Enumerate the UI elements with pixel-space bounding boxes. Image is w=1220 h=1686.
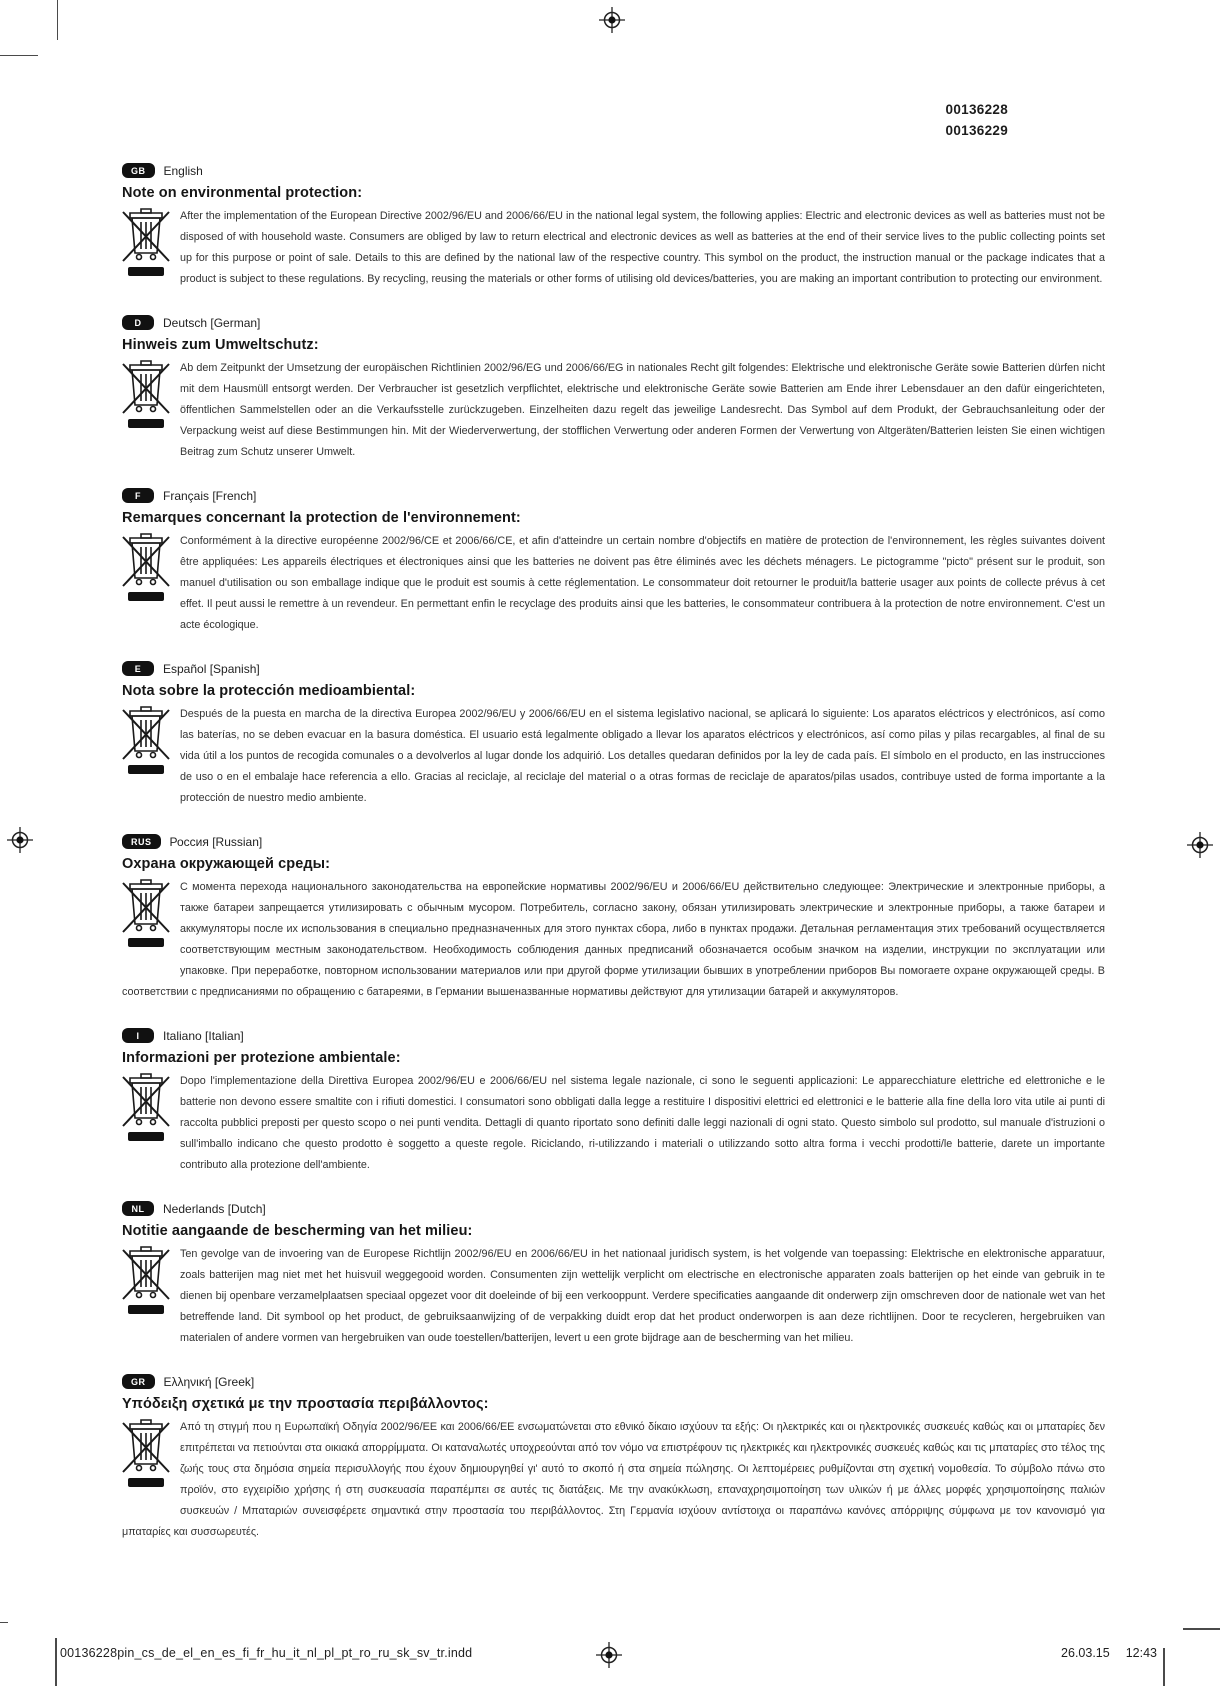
section-paragraph: Dopo l'implementazione della Direttiva Europea 2002/96/EU e 2006/66/EU nel sistema legale nazionale, ci sono le seguenti applicazioni: Le apparecchiature elettriche ed elettroniche e le batterie non devono essere smaltite con i rifiuti domestici. I consumatori sono obbligati dalla legge a restituire I dispositivi elettrici ed elettronici e le batterie alla fine della loro vita utile ai punti di raccolta pubblici preposti per questo scopo o nei punti vendita. Dettagli di quanto riportato sono definiti dalle leggi nazionali di ogni stato. Questo simbolo sul prodotto, sul manuale d'istruzioni o sull'imballo indicano che questo prodotto è soggetto a queste regole. Riciclando, ri-utilizzando i materiali o utilizzando sotto altra forma i vecchi prodotti/le batterie, darete un importante contributo alla protezione dell'ambiente. <box>180 1075 1105 1171</box>
registration-mark-icon <box>596 1642 622 1668</box>
section-body <box>122 358 1105 463</box>
crop-mark <box>1183 1628 1220 1630</box>
weee-crossed-bin-icon <box>122 877 170 978</box>
content-column <box>122 163 1105 1568</box>
crop-mark <box>0 1622 8 1623</box>
language-badge-row <box>122 1374 1105 1389</box>
section-russian <box>122 834 1105 1003</box>
section-heading: Remarques concernant la protection de l'environnement: <box>122 510 521 526</box>
country-code-badge: NL <box>122 1201 154 1216</box>
country-code-badge: GB <box>122 163 155 178</box>
footer-time: 12:43 <box>1125 1646 1157 1660</box>
section-dutch <box>122 1201 1105 1349</box>
registration-mark-icon <box>1187 832 1213 858</box>
section-heading: Υπόδειξη σχετικά με την προστασία περιβάλλοντος: <box>122 1396 489 1412</box>
language-badge-row <box>122 488 1105 503</box>
weee-crossed-bin-icon <box>122 1244 170 1345</box>
section-heading: Informazioni per protezione ambientale: <box>122 1050 401 1066</box>
product-number: 00136229 <box>945 122 1008 138</box>
weee-crossed-bin-icon <box>122 531 180 636</box>
section-italian <box>122 1028 1105 1176</box>
language-label: Français [French] <box>163 488 257 503</box>
crop-mark <box>0 55 38 56</box>
section-paragraph: Después de la puesta en marcha de la directiva Europea 2002/96/EU y 2006/66/EU en el sistema legislativo nacional, se aplicará lo siguiente: Los aparatos eléctricos y electrónicos, así como las baterías, no se deben evacuar en la basura doméstica. El usuario está legalmente obligado a llevar los aparatos eléctricos y electrónicos, así como pilas y pilas recargables, al final de su vida útil a los puntos de recogida comunales o a devolverlos al lugar donde los adquirió. Los detalles quedaran definidos por la ley de cada país. El símbolo en el producto, en las instrucciones de uso o en el embalaje hace referencia a ello. Gracias al reciclaje, al reciclaje del material o a otras formas de reciclaje de aparatos/pilas usados, contribuye usted de forma importante a la protección de nuestro medio ambiente. <box>180 708 1105 804</box>
section-paragraph: After the implementation of the European Directive 2002/96/EU and 2006/66/EU in the national legal system, the following applies: Electric and electronic devices as well as batteries must not be disposed of with household waste. Consumers are obliged by law to return electrical and electronic devices as well as batteries at the end of their service lives to the public collecting points set up for this purpose or point of sale. Details to this are defined by the national law of the respective country. This symbol on the product, the instruction manual or the package indicates that a product is subject to these regulations. By recycling, reusing the materials or other forms of utilising old devices/batteries, you are making an important contribution to protecting our environment. <box>180 210 1105 285</box>
section-spanish <box>122 661 1105 809</box>
section-body <box>122 206 1105 290</box>
language-badge-row <box>122 163 1105 178</box>
section-body <box>122 877 1105 1003</box>
country-code-badge: D <box>122 315 154 330</box>
language-label: Italiano [Italian] <box>163 1028 244 1043</box>
language-badge-row <box>122 1201 1105 1216</box>
section-body <box>122 531 1105 636</box>
registration-mark-icon <box>7 827 33 853</box>
language-label: English <box>163 163 203 178</box>
registration-mark-icon <box>599 7 625 33</box>
section-paragraph: Από τη στιγμή που η Ευρωπαϊκή Οδηγία 2002/96/ΕΕ και 2006/66/ΕΕ ενσωματώνεται στο εθνικό δίκαιο ισχύουν τα εξής: Οι ηλεκτρικές και οι ηλεκτρονικές συσκευές καθώς και οι μπαταρίες δεν επιτρέπεται να πετιούνται στα οικιακά απορρίμματα. Οι καταναλωτές υποχρεούνται από τον νόμο να επιστρέφουν τις ηλεκτρικές και ηλεκτρονικές συσκευές καθώς και τις μπαταρίες στο τέλος της ζωής τους στα δημόσια σημεία περισυλλογής που έχουν δημιουργηθεί γι' αυτό το σκοπό ή στα σημεία πώλησης. Οι λεπτομέρειες ρυθμίζονται στη σχετική νομοθεσία. Το σύμβολο πάνω στο προϊόν, στο εγχειρίδιο χρήσης ή στη συσκευασία παραπέμπει σε αυτές τις διατάξεις. Με την ανακύκλωση, επαναχρησιμοποίηση των υλικών ή με άλλες μορφές χρησιμοποίησης παλιών συσκευών / Μπαταριών συνεισφέρετε σημαντικά στην προστασία του περιβάλλοντος. Στη Γερμανία ισχύουν αντίστοιχα οι παραπάνω κανόνες απόρριψης σύμφωνα με τον κανονισμό για μπαταρίες και συσσωρευτές. <box>122 1421 1105 1538</box>
country-code-badge: GR <box>122 1374 155 1389</box>
section-paragraph: Ab dem Zeitpunkt der Umsetzung der europäischen Richtlinien 2002/96/EG und 2006/66/EG in nationales Recht gilt folgendes: Elektrische und elektronische Geräte sowie Batterien dürfen nicht mit dem Hausmüll entsorgt werden. Der Verbraucher ist gesetzlich verpflichtet, elektrische und elektronische Geräte sowie Batterien am Ende ihrer Lebensdauer an den dafür eingerichteten, öffentlichen Sammelstellen oder an die Verkaufsstelle zurückzugeben. Einzelheiten dazu regelt das jeweilige Landesrecht. Das Symbol auf dem Produkt, der Gebrauchsanleitung oder der Verpackung weist auf diese Bestimmungen hin. Mit der Wiederverwertung, der stofflichen Verwertung oder anderen Formen der Verwertung von Altgeräten/Batterien leisten Sie einen wichtigen Beitrag zum Schutz unserer Umwelt. <box>180 362 1105 458</box>
country-code-badge: E <box>122 661 154 676</box>
section-body <box>122 1244 1105 1349</box>
language-label: Nederlands [Dutch] <box>163 1201 266 1216</box>
section-heading: Nota sobre la protección medioambiental: <box>122 683 416 699</box>
section-greek <box>122 1374 1105 1543</box>
crop-mark <box>1163 1648 1165 1686</box>
section-paragraph: С момента перехода национального законодательства на европейские нормативы 2002/96/EU и 2006/66/EU действительно следующее: Электрические и электронные приборы, а также батареи запрещается утилизировать с обычным мусором. Потребитель, согласно закону, обязан утилизировать электрические и электронные приборы, а также батареи и аккумуляторы после их использования в специально предназначенных для этого пунктах сбора, либо в пунктах продажи. Детальная регламентация этих требований осуществляется соответствующим местным законодательством. Необходимость соблюдения данных предписаний обозначается особым значком на изделии, инструкции по эксплуатации или упаковке. При переработке, повторном использовании материалов или при другой форме утилизации бывших в употреблении приборов Вы помогаете охране окружающей среды. В соответствии с предписаниями по обращению с батареями, в Германии вышеназванные нормативы действуют для утилизации батарей и аккумуляторов. <box>122 881 1105 998</box>
section-french <box>122 488 1105 636</box>
section-body <box>122 1417 1105 1543</box>
section-paragraph: Conformément à la directive européenne 2002/96/CE et 2006/66/CE, et afin d'atteindre un certain nombre d'objectifs en matière de protection de l'environnement, les règles suivantes doivent être appliquées: Les appareils électriques et électroniques ainsi que les batteries ne doivent pas être éliminés avec les déchets ménagers. Le pictogramme "picto" présent sur le produit, son manuel d'utilisation ou son emballage indique que le produit est soumis à cette réglementation. Le consommateur doit retourner le produit/la batterie usager aux points de collecte prévus à cet effet. Il peut aussi le remettre à un revendeur. En permettant enfin le recyclage des produits ainsi que les batteries, le consommateur contribuera à la protection de notre environnement. C'est un acte écologique. <box>180 535 1105 631</box>
language-label: Ελληνική [Greek] <box>163 1374 255 1389</box>
weee-crossed-bin-icon <box>122 1071 180 1176</box>
section-heading: Охрана окружающей среды: <box>122 856 331 872</box>
footer-datetime <box>1061 1646 1157 1660</box>
footer-date: 26.03.15 <box>1061 1646 1110 1660</box>
section-heading: Note on environmental protection: <box>122 185 363 201</box>
section-paragraph: Ten gevolge van de invoering van de Europese Richtlijn 2002/96/EU en 2006/66/EU in het nationaal juridisch system, is het volgende van toepassing: Elektrische en elektronische apparatuur, zoals batterijen mag niet met het huisvuil weggegooid worden. Consumenten zijn wettelijk verplicht om electrische en electronische apparaten zoals batterijen op het einde van gebruik in te dienen bij openbare verzamelplaatsen speciaal opgezet voor dit doeleinde of bij een verkooppunt. Verdere specificaties aangaande dit onderwerp zijn omschreven door de nationale wet van het betreffende land. Dit symbool op het product, de gebruiksaanwijzing of de verpakking duidt erop dat het product onderworpen is aan deze richtlijnen. Door te recycleren, hergebruiken van materialen of andere vormen van hergebruiken van oude toestellen/batterijen, levert u een grote bijdrage aan de bescherming van het milieu. <box>180 1248 1105 1344</box>
language-label: Español [Spanish] <box>163 661 260 676</box>
country-code-badge: RUS <box>122 834 161 849</box>
section-english <box>122 163 1105 290</box>
section-body <box>122 704 1105 809</box>
weee-crossed-bin-icon <box>122 704 180 809</box>
section-german <box>122 315 1105 463</box>
section-heading: Hinweis zum Umweltschutz: <box>122 337 319 353</box>
language-badge-row <box>122 834 1105 849</box>
crop-mark <box>57 0 58 40</box>
section-body <box>122 1071 1105 1176</box>
footer-filename: 00136228pin_cs_de_el_en_es_fi_fr_hu_it_nl_pl_pt_ro_ru_sk_sv_tr.indd <box>60 1646 473 1660</box>
language-label: Россия [Russian] <box>169 834 263 849</box>
crop-mark <box>55 1638 57 1686</box>
weee-crossed-bin-icon <box>122 206 180 290</box>
language-badge-row <box>122 315 1105 330</box>
section-heading: Notitie aangaande de bescherming van het milieu: <box>122 1223 473 1239</box>
language-label: Deutsch [German] <box>163 315 261 330</box>
country-code-badge: F <box>122 488 154 503</box>
weee-crossed-bin-icon <box>122 358 180 463</box>
product-number: 00136228 <box>945 102 1008 117</box>
product-numbers <box>946 100 1008 142</box>
language-badge-row <box>122 661 1105 676</box>
language-badge-row <box>122 1028 1105 1043</box>
weee-crossed-bin-icon <box>122 1417 170 1518</box>
country-code-badge: I <box>122 1028 154 1043</box>
